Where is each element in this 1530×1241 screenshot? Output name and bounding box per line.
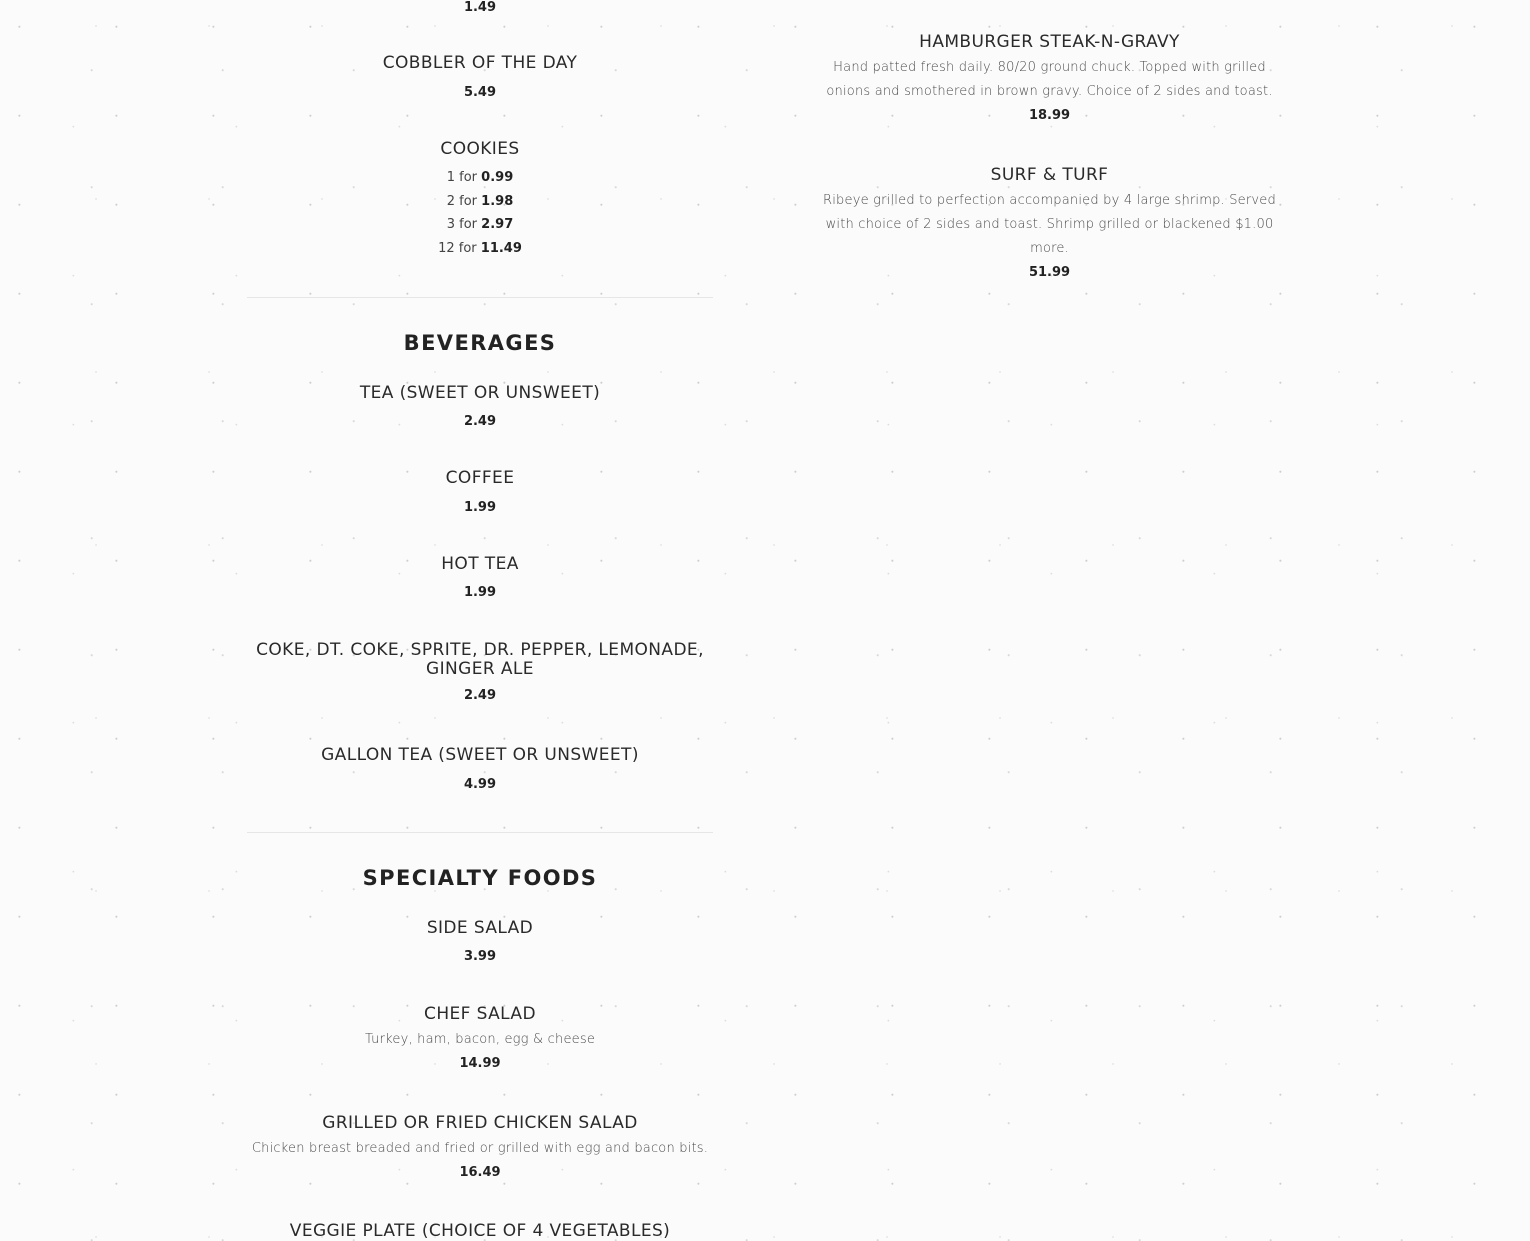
- item-price: 1.99: [463, 585, 497, 600]
- item-name: SIDE SALAD: [426, 918, 534, 938]
- menu-item-hot-tea: [247, 555, 713, 605]
- menu-item-coffee: [247, 469, 713, 520]
- item-price: 18.99: [1028, 108, 1071, 123]
- qty-label: 2 for: [446, 193, 482, 209]
- item-description: Chicken breast breaded and fried or grilled with egg and bacon bits.: [251, 1141, 709, 1156]
- item-price: 3.99: [463, 949, 497, 964]
- section-divider: [247, 832, 713, 833]
- item-price: 14.99: [459, 1056, 501, 1071]
- item-name: VEGGIE PLATE (CHOICE OF 4 VEGETABLES): [289, 1221, 671, 1241]
- menu-item-sodas: [253, 641, 707, 708]
- item-name: COBBLER OF THE DAY: [382, 53, 578, 73]
- cookie-option: [247, 190, 713, 214]
- qty-label: 1 for: [446, 170, 482, 185]
- item-price: 4.99: [463, 777, 497, 792]
- item-name: SURF & TURF: [990, 165, 1109, 185]
- qty-label: 3 for: [446, 217, 482, 232]
- cookie-options: [247, 166, 713, 260]
- cookie-option: [247, 237, 713, 261]
- qty-price: 0.99: [481, 170, 514, 185]
- item-price: 16.49: [459, 1165, 501, 1180]
- item-name: GALLON TEA (SWEET OR UNSWEET): [321, 745, 639, 765]
- qty-price: 11.49: [480, 240, 522, 256]
- section-divider: [247, 297, 713, 298]
- section-title-specialty-foods: SPECIALTY FOODS: [362, 866, 598, 890]
- item-name: COOKIES: [440, 139, 520, 159]
- item-name: GRILLED OR FRIED CHICKEN SALAD: [322, 1113, 638, 1133]
- item-name: HOT TEA: [441, 554, 519, 574]
- item-price: 2.49: [463, 688, 497, 703]
- menu-item-chicken-salad: [235, 1114, 725, 1185]
- qty-label: 12 for: [438, 240, 481, 256]
- cookie-option: [247, 166, 713, 190]
- item-name: HAMBURGER STEAK-N-GRAVY: [919, 32, 1180, 52]
- menu-item-partial: [247, 0, 713, 20]
- menu-item-gallon-tea: [247, 746, 713, 797]
- item-price: 51.99: [1028, 265, 1071, 280]
- item-price: 1.49: [463, 0, 497, 15]
- item-name: TEA (SWEET OR UNSWEET): [359, 383, 601, 403]
- section-title-beverages: BEVERAGES: [403, 331, 557, 355]
- menu-item-hamburger-steak: [816, 33, 1283, 128]
- item-price: 2.49: [463, 414, 497, 429]
- item-description: Hand patted fresh daily. 80/20 ground chuck. Topped with grilled onions and smothered in brown gravy. Choice of 2 sides and toast.: [826, 60, 1273, 99]
- item-name: COKE, DT. COKE, SPRITE, DR. PEPPER, LEMONADE, GINGER ALE: [256, 640, 704, 679]
- item-price: 1.99: [463, 500, 497, 515]
- item-description: Ribeye grilled to perfection accompanied by 4 large shrimp. Served with choice of 2 sides and toast. Shrimp grilled or blackened $1.00 more.: [823, 193, 1276, 256]
- menu-item-chef-salad: [247, 1005, 713, 1076]
- menu-item-cobbler: [247, 54, 713, 105]
- menu-item-tea: [247, 384, 713, 434]
- menu-item-cookies: [247, 140, 713, 260]
- qty-price: 2.97: [481, 217, 514, 232]
- item-name: COFFEE: [445, 468, 515, 488]
- item-name: CHEF SALAD: [424, 1004, 536, 1024]
- menu-item-veggie-plate: [247, 1222, 713, 1241]
- qty-price: 1.98: [481, 193, 514, 209]
- cookie-option: [247, 213, 713, 237]
- menu-item-side-salad: [247, 919, 713, 969]
- item-price: 5.49: [463, 85, 497, 100]
- item-description: Turkey, ham, bacon, egg & cheese: [364, 1032, 596, 1047]
- menu-item-surf-and-turf: [816, 166, 1283, 285]
